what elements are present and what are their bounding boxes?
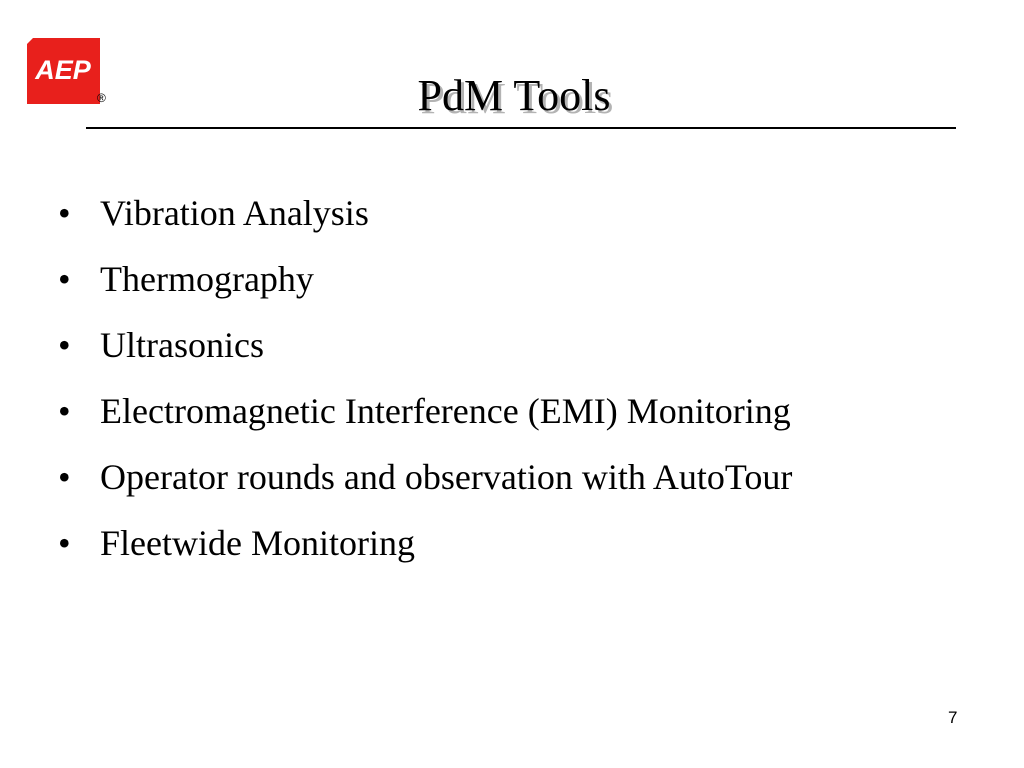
bullet-text: Vibration Analysis	[100, 193, 369, 233]
bullet-dot-icon: •	[58, 325, 71, 365]
bullet-text: Thermography	[100, 259, 314, 299]
bullet-item	[58, 451, 860, 504]
bullet-list	[58, 187, 958, 583]
bullet-item	[58, 187, 958, 240]
bullet-dot-icon: •	[58, 457, 71, 497]
bullet-item	[58, 253, 958, 306]
bullet-dot-icon: •	[58, 193, 71, 233]
page-number: 7	[948, 708, 958, 727]
bullet-text: Electromagnetic Interference (EMI) Monitoring	[100, 391, 791, 431]
bullet-item	[58, 517, 958, 570]
title-underline	[86, 127, 956, 129]
bullet-item	[58, 385, 820, 438]
registered-mark: ®	[97, 91, 106, 105]
bullet-text: Ultrasonics	[100, 325, 264, 365]
bullet-item	[58, 319, 958, 372]
bullet-dot-icon: •	[58, 391, 71, 431]
bullet-text: Fleetwide Monitoring	[100, 523, 415, 563]
bullet-text: Operator rounds and observation with AutoTour	[100, 457, 793, 497]
bullet-dot-icon: •	[58, 259, 71, 299]
slide-title: PdM Tools	[417, 71, 611, 120]
bullet-dot-icon: •	[58, 523, 71, 563]
aep-logo-text: AEP	[35, 55, 91, 85]
